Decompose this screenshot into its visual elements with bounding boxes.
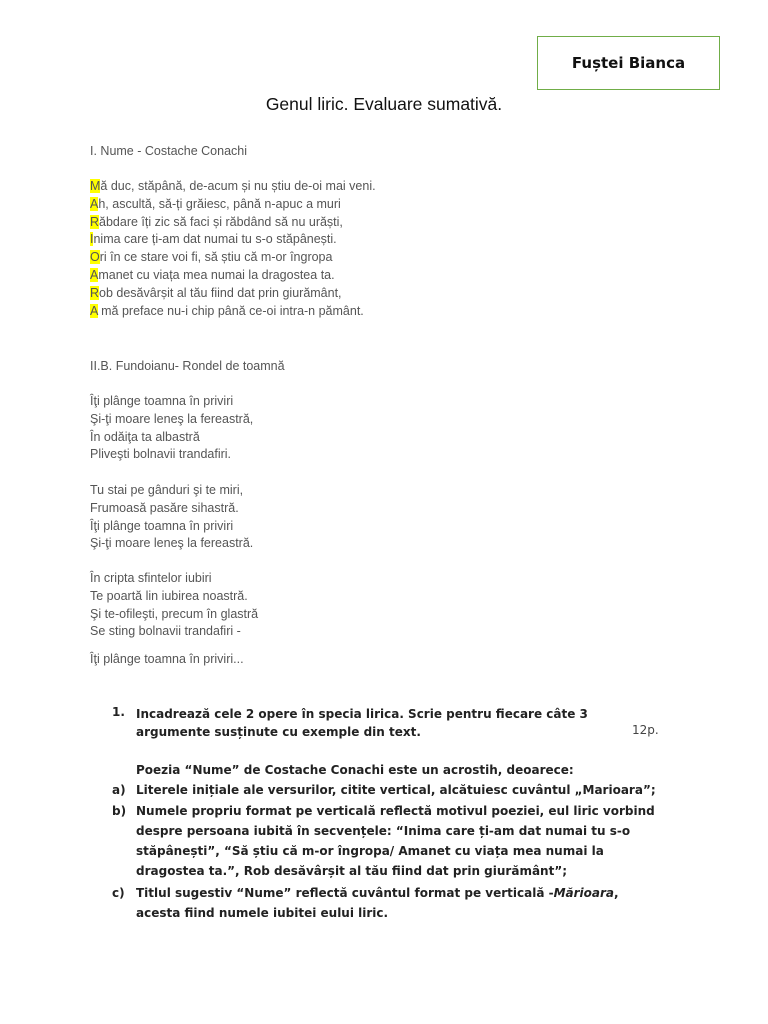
acrostic-initial: R — [90, 214, 100, 229]
author-name: Fuștei Bianca — [571, 54, 686, 72]
poem-line — [90, 214, 376, 232]
rondel-last-line — [90, 651, 244, 669]
author-name-box — [537, 36, 720, 90]
poem-line: Şi-ţi moare leneş la fereastră, — [90, 411, 254, 426]
poem-line-rest: mă preface nu-i chip până ce-oi intra-n pământ. — [97, 303, 364, 318]
poem-line-rest: ăbdare îți zic să faci și răbdând să nu urăști, — [99, 214, 343, 229]
question-number: 1. — [112, 705, 125, 719]
item-text-post: , acesta fiind numele iubitei eului liric. — [136, 886, 619, 920]
item-text-italic: Mărioara — [553, 886, 615, 900]
acrostic-initial: R — [90, 285, 100, 300]
poem-line-rest: ri în ce stare voi fi, să știu că m-or îngropa — [99, 250, 333, 265]
poem-line-rest: ob desăvârșit al tău fiind dat prin giurământ, — [99, 285, 342, 300]
poem-line — [90, 249, 376, 267]
poem-line-rest: manet cu viața mea numai la dragostea ta. — [98, 267, 335, 282]
rondel-stanza-1 — [90, 393, 253, 464]
rondel-stanza-3 — [90, 570, 258, 641]
item-text — [136, 883, 656, 923]
section1-heading — [90, 143, 247, 161]
acrostic-initial: A — [90, 267, 99, 282]
poem-line: Şi te-ofileşti, precum în glastră — [90, 606, 259, 621]
item-text-pre: Titlul sugestiv “Nume” reflectă cuvântul format pe verticală - — [136, 886, 554, 900]
answer-intro: Poezia “Nume” de Costache Conachi este un acrostih, deoarece: — [136, 763, 574, 777]
item-marker: c) — [112, 886, 125, 900]
item-marker: b) — [112, 804, 127, 818]
poem-line: Te poartă lin iubirea noastră. — [90, 588, 248, 603]
section1-heading-text: I. Nume - Costache Conachi — [90, 144, 248, 158]
poem-line — [90, 196, 376, 214]
poem-line — [90, 303, 376, 321]
poem-line-rest: nima care ți-am dat numai tu s-o stăpânești. — [93, 232, 337, 247]
poem-line: Îţi plânge toamna în priviri — [90, 518, 234, 533]
poem-line — [90, 178, 376, 196]
poem-line — [90, 231, 376, 249]
poem-line: Îţi plânge toamna în priviri... — [90, 652, 244, 666]
poem-line-rest: h, ascultă, să-ți grăiesc, până n-apuc a muri — [98, 196, 341, 211]
acrostic-initial: O — [90, 250, 100, 265]
acrostic-initial: A — [90, 196, 99, 211]
question-text: Incadrează cele 2 opere în specia lirica. Scrie pentru fiecare câte 3 argumente susținute cu exemple din text. — [136, 707, 588, 739]
poem-line: Se sting bolnavii trandafiri - — [90, 624, 241, 639]
acrostic-initial: M — [90, 179, 101, 193]
poem-line — [90, 285, 376, 303]
poem-line-rest: ă duc, stăpână, de-acum și nu știu de-oi mai veni. — [100, 179, 376, 193]
poem-line: Frumoasă pasăre sihastră. — [90, 500, 239, 515]
rondel-stanza-2 — [90, 482, 253, 553]
poem-line: În odăiţa ta albastră — [90, 429, 200, 444]
acrostic-initial: A — [90, 303, 98, 318]
section2-heading-text: II.B. Fundoianu- Rondel de toamnă — [90, 359, 285, 373]
item-text: Literele inițiale ale versurilor, citite vertical, alcătuiesc cuvântul „Marioara”; — [136, 783, 656, 797]
poem-line: Pliveşti bolnavii trandafiri. — [90, 447, 232, 462]
page-title: Genul liric. Evaluare sumativă. — [265, 94, 503, 114]
item-text: Numele propriu format pe verticală reflectă motivul poeziei, eul liric vorbind despre persoana iubită în secvențele: “Inima care ți-am dat numai tu s-o stăpânești”, “Să știu că m-or îngropa/ Amanet cu viața mea numai la dragostea ta.”, Rob desăvârșit al tău fiind dat prin giurământ”; — [136, 804, 655, 878]
acrostic-initial: I — [90, 232, 94, 247]
poem-line: Tu stai pe gânduri şi te miri, — [90, 483, 244, 497]
section2-heading — [90, 358, 285, 376]
acrostic-poem — [90, 178, 376, 320]
poem-line: În cripta sfintelor iubiri — [90, 571, 212, 585]
poem-line — [90, 267, 376, 285]
poem-line: Îţi plânge toamna în priviri — [90, 394, 234, 408]
poem-line: Şi-ţi moare leneş la fereastră. — [90, 536, 254, 551]
question-points: 12p. — [632, 723, 659, 737]
item-marker: a) — [112, 783, 126, 797]
